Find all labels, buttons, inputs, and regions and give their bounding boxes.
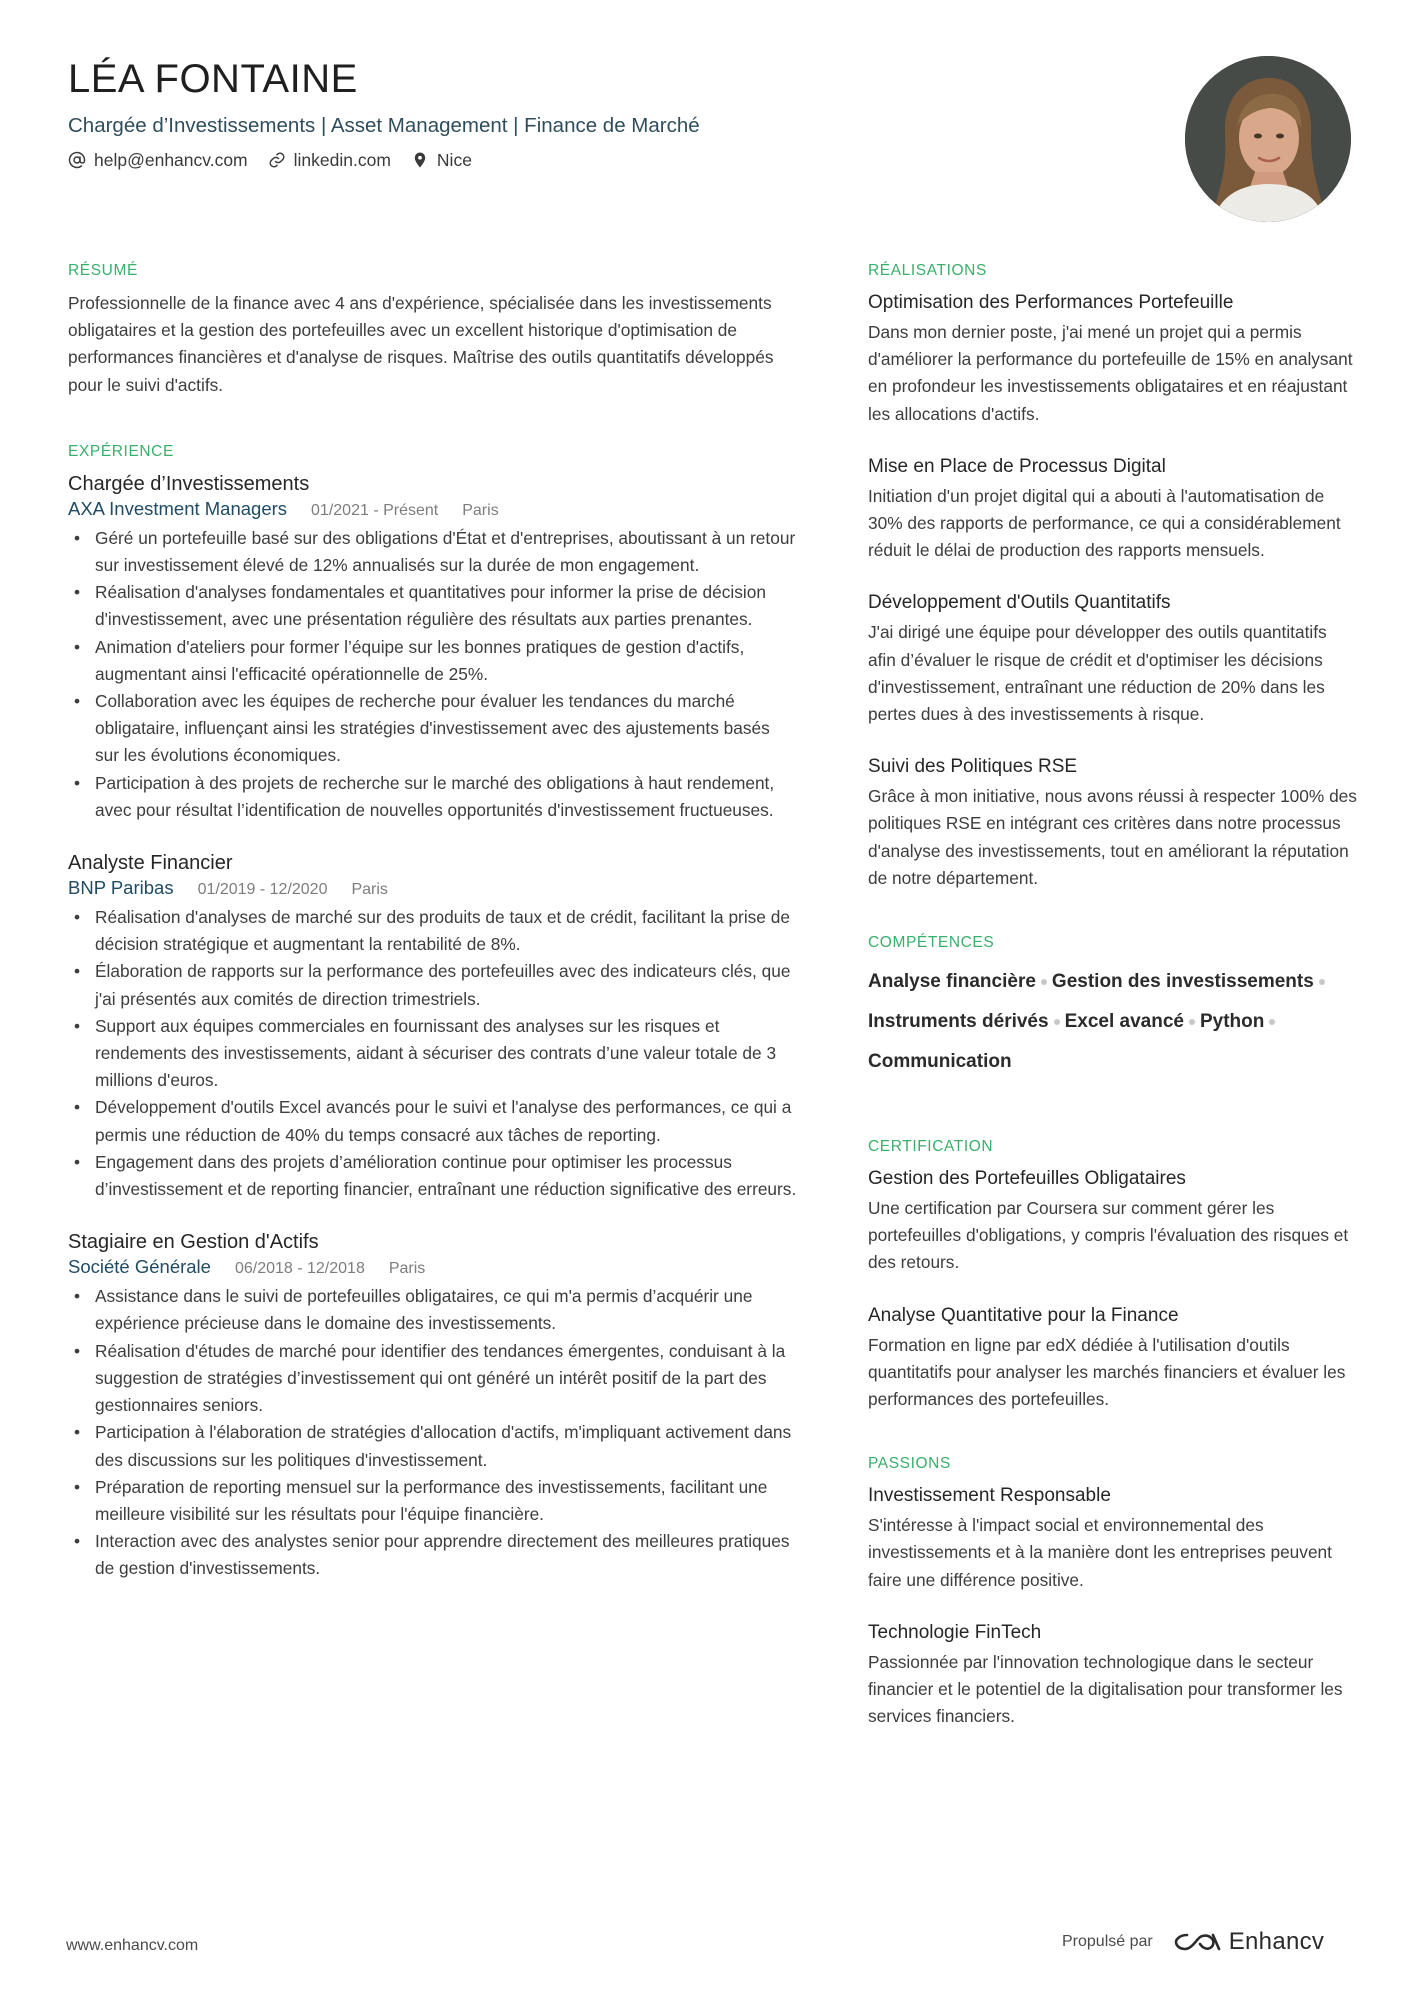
passion-item <box>868 1483 1358 1594</box>
skill-separator <box>1041 979 1047 985</box>
contact-email[interactable] <box>68 148 248 172</box>
achievement-text: Dans mon dernier poste, j'ai mené un projet qui a permis d'améliorer la performance du portefeuille de 15% en analysant en profondeur les investissements obligataires et en réajustant les allocations d'actifs. <box>868 322 1353 424</box>
passion-text: Passionnée par l'innovation technologique dans le secteur financier et le potentiel de la digitalisation pour transformer les services financiers. <box>868 1651 1343 1727</box>
job-entry <box>68 1229 798 1582</box>
achievement-text: J'ai dirigé une équipe pour développer des outils quantitatifs afin d’évaluer le risque de crédit et d'optimiser les décisions d'investissement, entraînant une réduction de 20% dans les pertes dues à des investissements à risque. <box>868 622 1327 725</box>
job-entry <box>68 471 798 824</box>
footer-branding <box>1062 1928 1324 1956</box>
job-bullets <box>68 904 798 1203</box>
contact-location <box>411 148 472 172</box>
job-company: Société Générale <box>68 1256 211 1278</box>
bullet-item: • Participation à des projets de recherche sur le marché des obligations à haut rendement, avec pour résultat l’identification de nouvelles opportunités d'investissement fructueuses. <box>68 770 798 824</box>
job-title: Chargée d’Investissements <box>68 472 310 495</box>
bullet-item: • Réalisation d'analyses de marché sur des produits de taux et de crédit, facilitant la prise de décision stratégique et augmentant la rentabilité de 8%. <box>68 904 798 958</box>
achievement-item <box>868 454 1358 565</box>
achievement-title: Suivi des Politiques RSE <box>868 756 1078 778</box>
skill-tag: Gestion des investissements <box>1051 971 1314 993</box>
experience-heading: EXPÉRIENCE <box>68 442 174 460</box>
job-company: BNP Paribas <box>68 877 174 899</box>
job-entry <box>68 850 798 1203</box>
bullet-item: • Réalisation d'analyses fondamentales et quantitatives pour informer la prise de décision d'investissement, avec une présentation régulière des résultats aux parties prenantes. <box>68 579 798 633</box>
job-meta <box>68 1255 798 1281</box>
brand-logo[interactable] <box>1173 1928 1325 1956</box>
passions-section <box>868 1453 1358 1730</box>
bullet-item: • Engagement dans des projets d’amélioration continue pour optimiser les processus d’investissement et de reporting financier, entraînant une réduction significative des erreurs. <box>68 1149 798 1203</box>
bullet-item: • Géré un portefeuille basé sur des obligations d'État et d'entreprises, aboutissant à un retour sur investissement élevé de 12% annualisés sur la durée de mon engagement. <box>68 525 798 579</box>
summary-heading: RÉSUMÉ <box>68 262 138 279</box>
job-meta <box>68 876 798 902</box>
job-company: AXA Investment Managers <box>68 497 288 519</box>
achievement-title: Mise en Place de Processus Digital <box>868 455 1166 477</box>
certification-section <box>868 1136 1358 1413</box>
achievement-text: Initiation d'un projet digital qui a abouti à l'automatisation de 30% des rapports de performance, ce qui a considérablement réduit le délai de production des rapports mensuels. <box>868 485 1341 561</box>
skill-separator <box>1319 979 1325 985</box>
link-icon <box>268 151 286 169</box>
skill-tag: Instruments dérivés <box>868 1011 1049 1033</box>
contact-bar <box>68 148 1128 172</box>
bullet-item: • Développement d'outils Excel avancés pour le suivi et l'analyse des performances, ce qui a permis une réduction de 40% du temps consacré aux tâches de reporting. <box>68 1094 798 1148</box>
certification-item <box>868 1166 1358 1277</box>
achievement-title: Optimisation des Performances Portefeuille <box>868 292 1234 313</box>
achievements-heading: RÉALISATIONS <box>868 262 987 279</box>
contact-linkedin[interactable] <box>268 148 391 172</box>
job-title: Stagiaire en Gestion d'Actifs <box>68 1231 319 1254</box>
bullet-item: • Réalisation d'études de marché pour identifier des tendances émergentes, conduisant à la suggestion de stratégies d’investissement qui ont généré un intérêt positif de la part des gestionnaires seniors. <box>68 1338 798 1420</box>
achievement-item <box>868 290 1358 428</box>
skill-separator <box>1189 1019 1195 1025</box>
powered-by-text: Propulsé par <box>1062 1933 1153 1950</box>
job-dates: 01/2019 - 12/2020 <box>197 881 328 899</box>
job-location: Paris <box>462 501 499 519</box>
location-pin-icon <box>411 151 429 169</box>
linkedin-text: linkedin.com <box>293 150 391 170</box>
skill-separator <box>1269 1019 1275 1025</box>
avatar <box>1185 56 1351 222</box>
skills-heading: COMPÉTENCES <box>868 934 995 952</box>
email-text: help@enhancv.com <box>94 150 248 170</box>
bullet-item: • Collaboration avec les équipes de recherche pour évaluer les tendances du marché obligataire, influençant ainsi les stratégies d'investissement avec des ajustements basés sur les évolutions économiques. <box>68 688 798 770</box>
job-bullets <box>68 525 798 824</box>
skills-list <box>868 962 1358 1082</box>
certification-title: Analyse Quantitative pour la Finance <box>868 1304 1179 1326</box>
bullet-item: • Support aux équipes commerciales en fournissant des analyses sur les risques et rendements des investissements, aidant à sécuriser des contrats d’une valeur totale de 3 millions d'euros. <box>68 1013 798 1095</box>
certification-text: Formation en ligne par edX dédiée à l'utilisation d'outils quantitatifs pour analyser les marchés financiers et évaluer les performances des portefeuilles. <box>868 1334 1346 1410</box>
enhancv-logo-icon <box>1173 1929 1221 1955</box>
summary-section <box>68 260 798 399</box>
passion-item <box>868 1620 1358 1731</box>
experience-section <box>68 441 798 1583</box>
job-title: Analyste Financier <box>68 852 233 875</box>
job-dates: 01/2021 - Présent <box>311 501 439 519</box>
achievements-section <box>868 260 1358 892</box>
summary-text: Professionnelle de la finance avec 4 ans d'expérience, spécialisée dans les investissements obligataires et la gestion des portefeuilles avec un excellent historique d'optimisation de performances financières et d'analyse de risques. Maîtrise des outils quantitatifs développés pour le suivi d'actifs. <box>68 293 774 395</box>
brand-name: Enhancv <box>1228 1928 1325 1955</box>
candidate-name: LÉA FONTAINE <box>68 57 358 101</box>
passion-title: Investissement Responsable <box>868 1485 1111 1507</box>
right-column <box>868 260 1358 1756</box>
certification-item <box>868 1303 1358 1414</box>
bullet-item: • Élaboration de rapports sur la performance des portefeuilles avec des indicateurs clés, que j'ai présentés aux comités de direction trimestriels. <box>68 958 798 1012</box>
job-location: Paris <box>351 881 388 899</box>
header <box>68 52 1128 172</box>
job-bullets <box>68 1283 798 1582</box>
skill-tag: Excel avancé <box>1064 1011 1184 1033</box>
certification-text: Une certification par Coursera sur comment gérer les portefeuilles d'obligations, y compris l'évaluation des risques et des retours. <box>868 1198 1349 1273</box>
bullet-item: • Assistance dans le suivi de portefeuilles obligataires, ce qui m'a permis d’acquérir une expérience précieuse dans le domaine des investissements. <box>68 1283 798 1337</box>
location-text: Nice <box>436 150 472 170</box>
job-location: Paris <box>388 1260 426 1278</box>
skill-separator <box>1054 1019 1060 1025</box>
skill-tag: Analyse financière <box>868 971 1036 993</box>
passion-title: Technologie FinTech <box>868 1621 1042 1643</box>
bullet-item: • Animation d'ateliers pour former l’équipe sur les bonnes pratiques de gestion d'actifs, augmentant ainsi l'efficacité opérationnelle de 25%. <box>68 634 798 688</box>
footer-website[interactable]: www.enhancv.com <box>66 1937 199 1954</box>
at-icon <box>68 151 86 169</box>
achievement-item <box>868 590 1358 728</box>
passion-text: S'intéresse à l'impact social et environnemental des investissements et à la manière dont les entreprises peuvent faire une différence positive. <box>868 1515 1332 1590</box>
bullet-item: • Interaction avec des analystes senior pour apprendre directement des meilleures pratiques de gestion d'investissements. <box>68 1528 798 1582</box>
certification-title: Gestion des Portefeuilles Obligataires <box>868 1168 1186 1190</box>
achievement-text: Grâce à mon initiative, nous avons réussi à respecter 100% des politiques RSE en intégrant ces critères dans notre processus d'analyse des investissements, tout en améliorant la réputation de notre département. <box>868 786 1357 888</box>
skill-tag: Python <box>1199 1011 1265 1033</box>
bullet-item: • Participation à l'élaboration de stratégies d'allocation d'actifs, m'impliquant activement dans des discussions sur les politiques d'investissement. <box>68 1419 798 1473</box>
passions-heading: PASSIONS <box>868 1455 951 1473</box>
candidate-subtitle: Chargée d’Investissements | Asset Management | Finance de Marché <box>68 114 700 137</box>
skills-section <box>868 932 1358 1082</box>
skill-tag: Communication <box>868 1051 1012 1073</box>
achievement-item <box>868 754 1358 892</box>
achievement-title: Développement d'Outils Quantitatifs <box>868 592 1171 614</box>
bullet-item: • Préparation de reporting mensuel sur la performance des investissements, facilitant une meilleure visibilité sur les résultats pour l'équipe financière. <box>68 1474 798 1528</box>
job-dates: 06/2018 - 12/2018 <box>234 1260 365 1278</box>
job-meta <box>68 497 798 523</box>
left-column <box>68 260 798 1609</box>
certification-heading: CERTIFICATION <box>868 1138 994 1156</box>
